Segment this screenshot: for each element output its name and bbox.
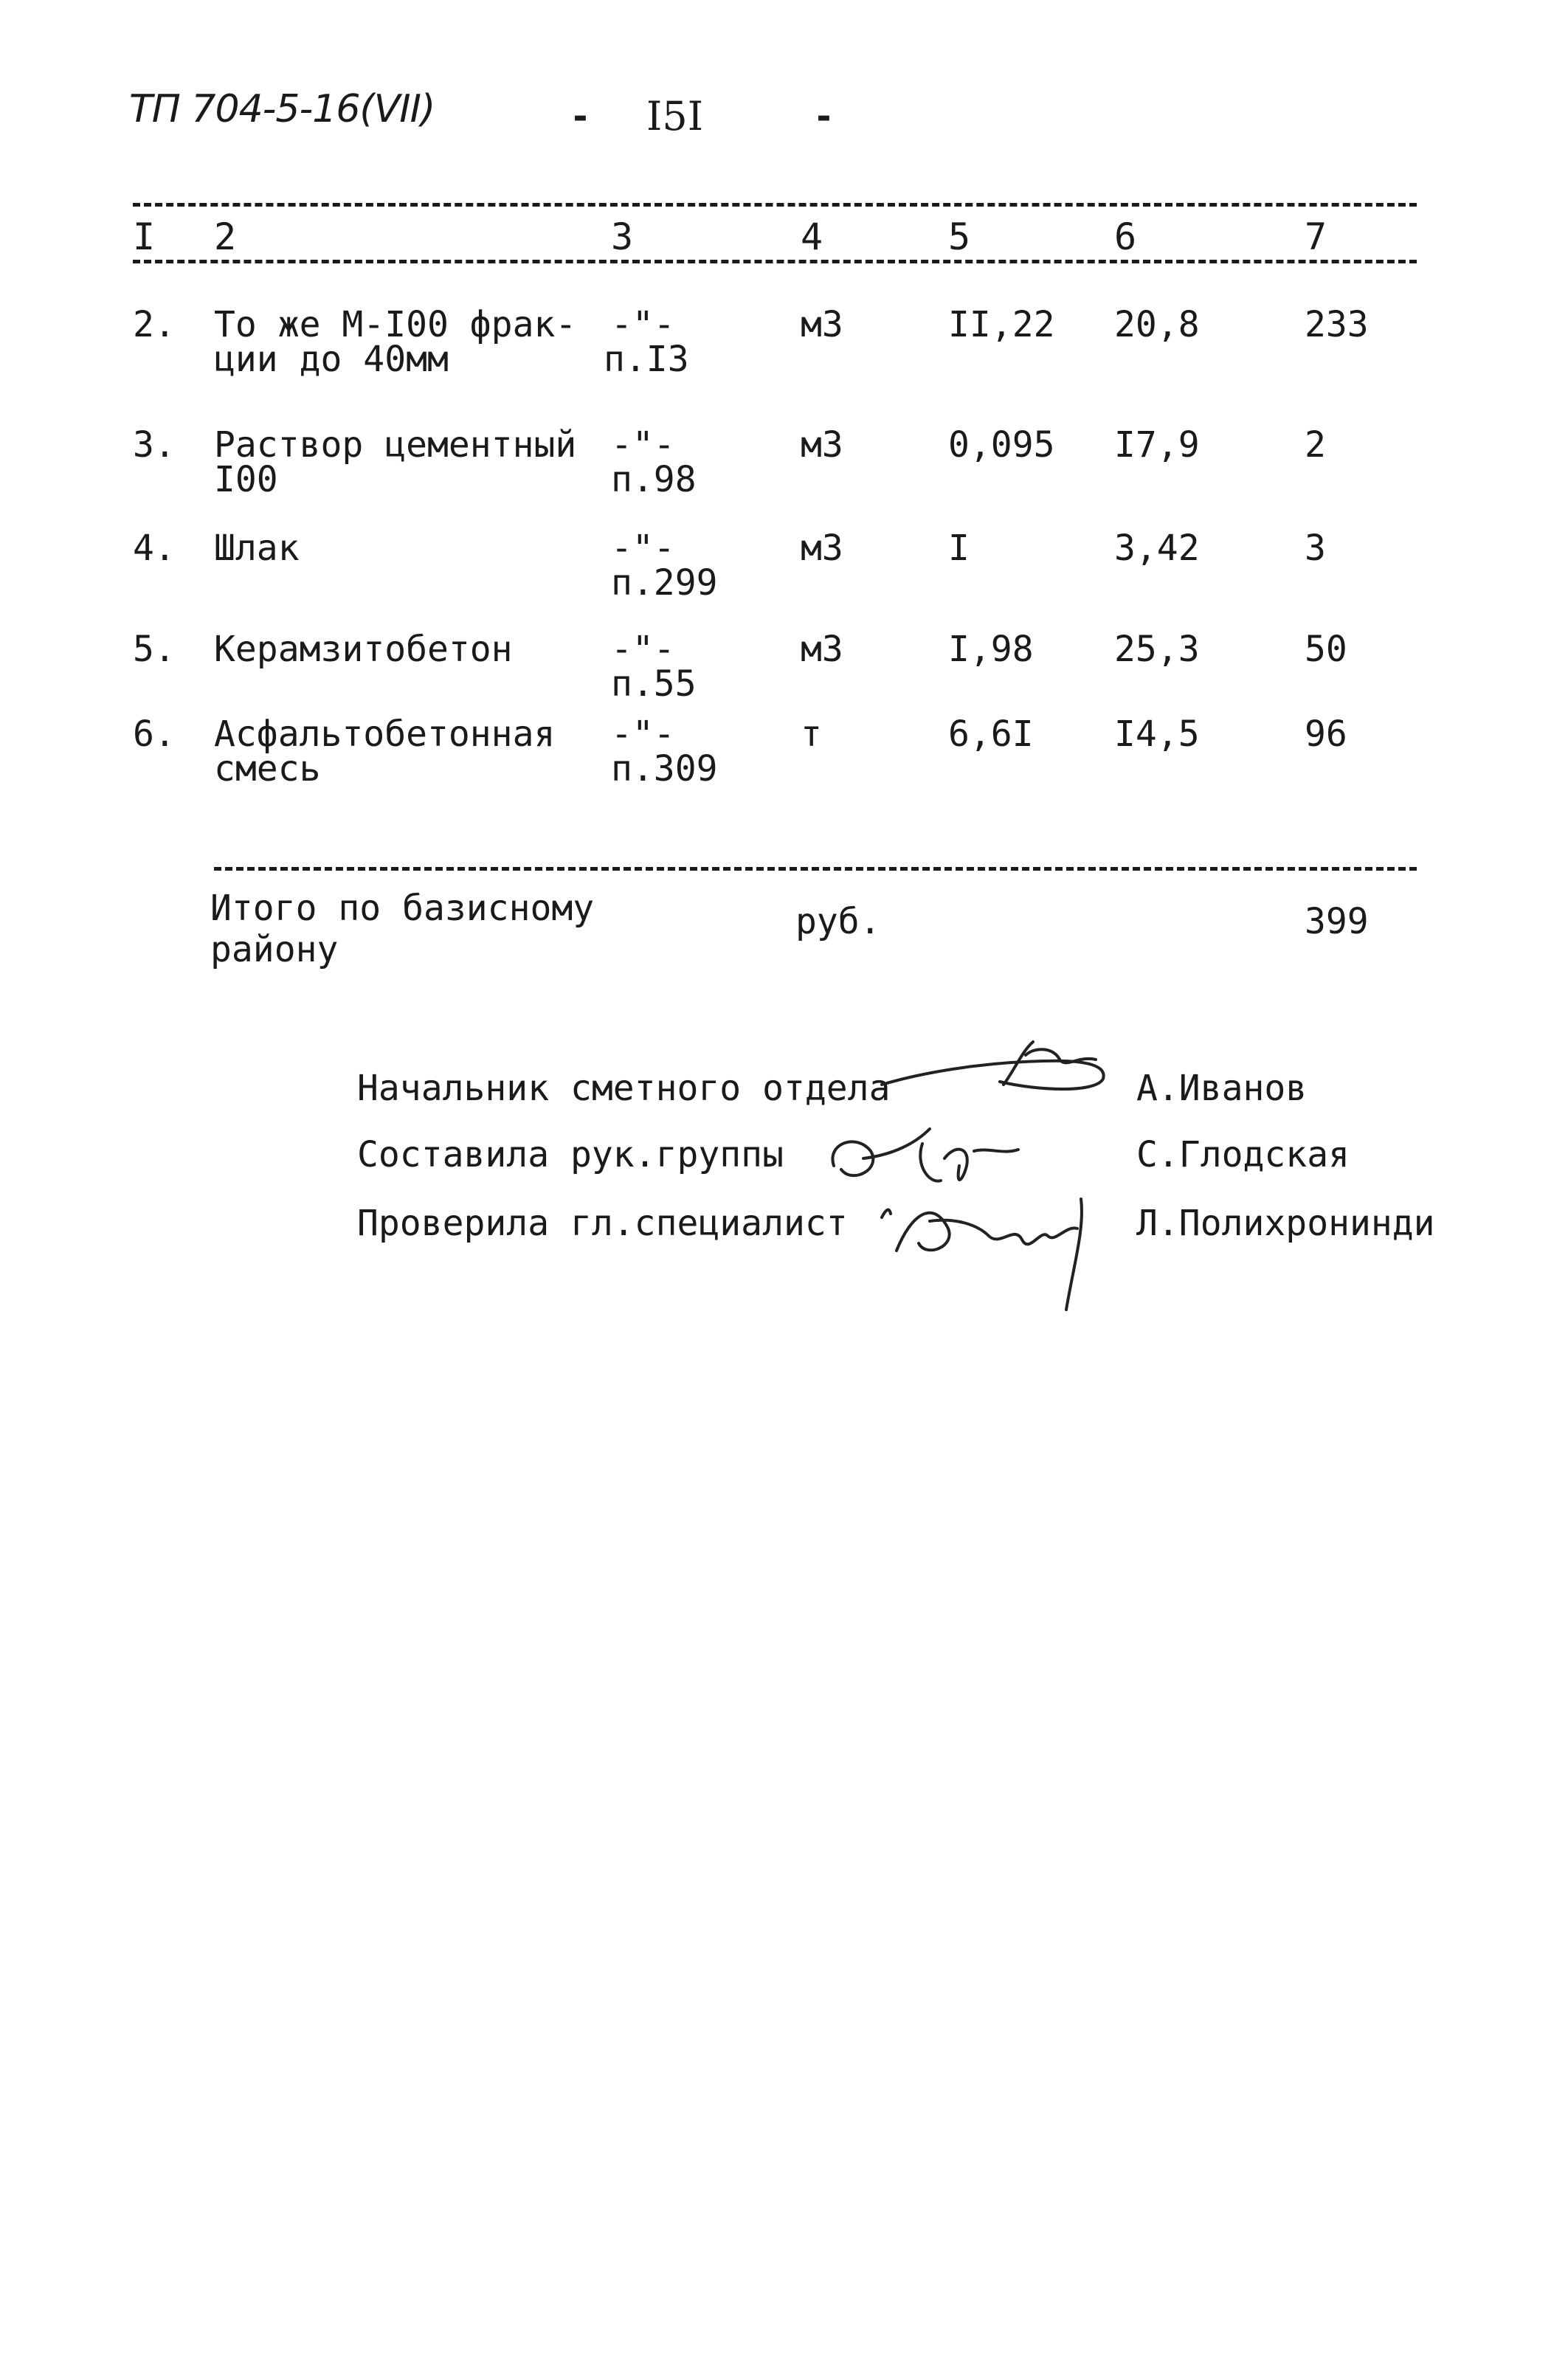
row-ref-line1: -"- xyxy=(611,713,675,755)
row-total: 50 xyxy=(1305,629,1347,670)
row-name-line1: Керамзитобетон xyxy=(214,629,513,670)
column-header-4: 4 xyxy=(801,215,823,258)
row-name-line2: ции до 40мм xyxy=(214,339,449,380)
row-ref-line1: -"- xyxy=(611,528,675,569)
row-name-line2: смесь xyxy=(214,748,321,789)
page-number: I5I xyxy=(646,93,704,139)
handwritten-signature-3 xyxy=(867,1184,1118,1317)
summary-total: 399 xyxy=(1305,901,1369,942)
page-dash-left: - xyxy=(570,96,591,137)
table-top-rule xyxy=(133,203,1417,207)
row-name-line2: I00 xyxy=(214,459,278,500)
row-price: 20,8 xyxy=(1114,304,1200,345)
row-ref-line1: -"- xyxy=(611,304,675,345)
row-price: 25,3 xyxy=(1114,629,1200,670)
row-name-line1: Асфальтобетонная xyxy=(214,713,556,755)
signature-name: С.Глодская xyxy=(1136,1134,1350,1175)
row-number: 2. xyxy=(133,304,176,345)
row-unit: м3 xyxy=(801,629,843,670)
row-number: 3. xyxy=(133,424,176,466)
row-ref-line2: п.55 xyxy=(611,663,697,705)
column-header-1: I xyxy=(133,215,156,258)
summary-label-line2: району xyxy=(210,929,339,970)
row-ref-line2: п.98 xyxy=(611,459,697,500)
column-header-2: 2 xyxy=(214,215,237,258)
row-name-line1: То же М-I00 фрак- xyxy=(214,304,577,345)
row-price: I4,5 xyxy=(1114,713,1200,755)
row-quantity: I xyxy=(948,528,970,569)
row-unit: м3 xyxy=(801,424,843,466)
column-header-7: 7 xyxy=(1305,215,1327,258)
row-total: 96 xyxy=(1305,713,1347,755)
signature-role: Проверила гл.специалист xyxy=(357,1203,848,1244)
row-number: 4. xyxy=(133,528,176,569)
page-dash-right: - xyxy=(813,96,835,137)
row-quantity: 6,6I xyxy=(948,713,1034,755)
handwritten-signature-1 xyxy=(874,1033,1118,1122)
row-quantity: 0,095 xyxy=(948,424,1055,466)
row-unit: м3 xyxy=(801,528,843,569)
row-quantity: I,98 xyxy=(948,629,1034,670)
column-header-5: 5 xyxy=(948,215,971,258)
row-price: I7,9 xyxy=(1114,424,1200,466)
column-header-6: 6 xyxy=(1114,215,1137,258)
row-total: 2 xyxy=(1305,424,1326,466)
row-unit: т xyxy=(801,713,822,755)
column-header-3: 3 xyxy=(611,215,634,258)
row-total: 3 xyxy=(1305,528,1326,569)
row-ref-line2: п.299 xyxy=(611,562,718,604)
row-name-line1: Раствор цементный xyxy=(214,424,577,466)
signature-name: Л.Полихронинди xyxy=(1136,1203,1435,1244)
summary-unit: руб. xyxy=(795,901,881,942)
document-code: ТП 704-5-16(VII) xyxy=(129,87,435,131)
row-ref-line2: п.I3 xyxy=(604,339,689,380)
row-ref-line2: п.309 xyxy=(611,748,718,789)
signature-role: Составила рук.группы xyxy=(357,1134,784,1175)
row-ref-line1: -"- xyxy=(611,424,675,466)
signature-role: Начальник сметного отдела xyxy=(357,1068,891,1109)
row-ref-line1: -"- xyxy=(611,629,675,670)
row-number: 5. xyxy=(133,629,176,670)
row-total: 233 xyxy=(1305,304,1369,345)
table-header-rule xyxy=(133,260,1417,263)
row-price: 3,42 xyxy=(1114,528,1200,569)
row-quantity: II,22 xyxy=(948,304,1055,345)
summary-label-line1: Итого по базисному xyxy=(210,888,595,929)
summary-rule xyxy=(214,867,1417,871)
row-name-line1: Шлак xyxy=(214,528,300,569)
row-number: 6. xyxy=(133,713,176,755)
signature-name: А.Иванов xyxy=(1136,1068,1308,1109)
row-unit: м3 xyxy=(801,304,843,345)
